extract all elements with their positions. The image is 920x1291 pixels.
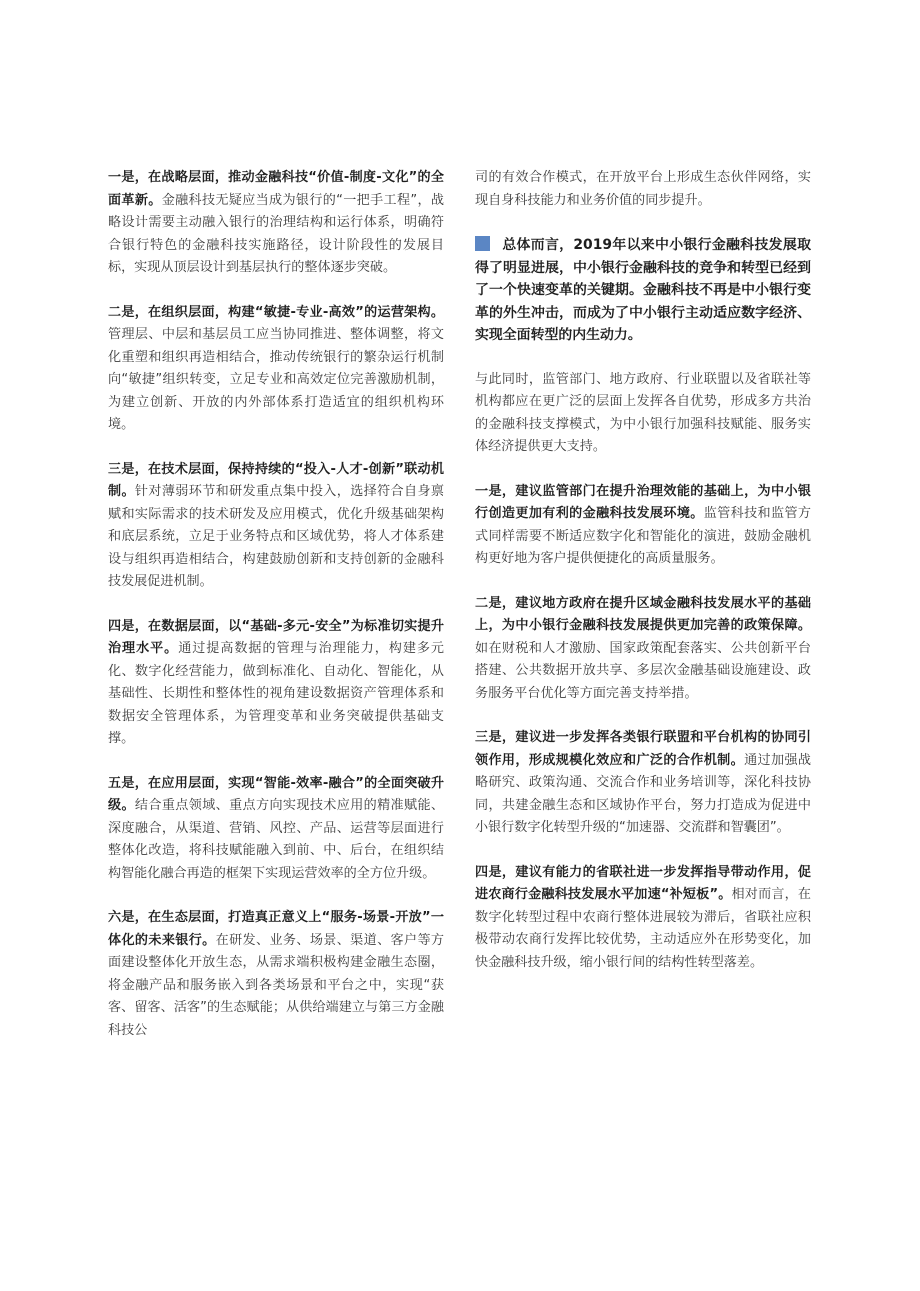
square-bullet-icon	[475, 236, 490, 251]
application-paragraph	[108, 773, 444, 886]
data-paragraph	[108, 616, 444, 751]
suggestion-alliance	[475, 727, 811, 840]
application-lead: 五是，在应用层面，实现“智能-效率-融合”的全面突破升级。	[108, 775, 444, 813]
suggestion-local-government-body: 如在财税和人才激励、国家政策配套落实、公共创新平台搭建、公共数据开放共享、多层次金融基础设施建设、政务服务平台优化等方面完善支持举措。	[475, 640, 811, 701]
technology-body: 针对薄弱环节和研发重点集中投入，选择符合自身禀赋和实际需求的技术研发及应用模式，优化升级基础架构和底层系统，立足于业务特点和区域优势，将人才体系建设与组织再造相结合，构建鼓励创新和支持创新的金融科技发展促进机制。	[108, 484, 445, 589]
ecosystem-paragraph	[108, 907, 444, 1042]
summary-text: 总体而言，2019年以来中小银行金融科技发展取得了明显进展，中小银行金融科技的竞争和转型已经到了一个快速变革的关键期。金融科技不再是中小银行变革的外生冲击，而成为了中小银行主动适应数字经济、实现全面转型的内生动力。	[475, 237, 811, 343]
suggestion-local-government	[475, 593, 811, 706]
suggestion-alliance-lead: 三是，建议进一步发挥各类银行联盟和平台机构的协同引领作用，形成规模化效应和广泛的合作机制。	[475, 730, 811, 768]
suggestion-provincial-union-body: 相对而言，在数字化转型过程中农商行整体进展较为滞后，省联社应积极带动农商行发挥比较优势，主动适应外在形势变化，加快金融科技升级，缩小银行间的结构性转型落差。	[475, 887, 811, 970]
summary-paragraph	[475, 234, 811, 347]
suggestion-local-government-lead: 二是，建议地方政府在提升区域金融科技发展水平的基础上，为中小银行金融科技发展提供更加完善的政策保障。	[475, 595, 811, 633]
technology-paragraph	[108, 459, 444, 594]
suggestion-regulator-lead: 一是，建议监管部门在提升治理效能的基础上，为中小银行创造更加有利的金融科技发展环境。	[475, 483, 811, 521]
strategy-paragraph	[108, 167, 444, 280]
technology-lead: 三是，在技术层面，保持持续的“投入-人才-创新”联动机制。	[108, 461, 444, 499]
data-lead: 四是，在数据层面，以“基础-多元-安全”为标准切实提升治理水平。	[108, 618, 444, 656]
ecosystem-body: 在研发、业务、场景、渠道、客户等方面建设整体化开放生态，从需求端积极构建金融生态圈，将金融产品和服务嵌入到各类场景和平台之中，实现“获客、留客、活客”的生态赋能；从供给端建立与第三方金融科技公	[108, 932, 445, 1038]
suggestion-regulator	[475, 481, 811, 571]
organization-paragraph	[108, 302, 444, 437]
suggestion-provincial-union-lead: 四是，建议有能力的省联社进一步发挥指导带动作用，促进农商行金融科技发展水平加速“补短板”。	[475, 864, 811, 902]
left-column	[108, 167, 444, 1064]
strategy-body: 金融科技无疑应当成为银行的“一把手工程”，战略设计需要主动融入银行的治理结构和运行体系，明确符合银行特色的金融科技实施路径，设计阶段性的发展目标，实现从顶层设计到基层执行的整体逐步突破。	[108, 192, 444, 275]
ecosystem-lead: 六是，在生态层面，打造真正意义上“服务-场景-开放”一体化的未来银行。	[108, 910, 444, 948]
right-column	[475, 167, 811, 996]
organization-body: 管理层、中层和基层员工应当协同推进、整体调整，将文化重塑和组织再造相结合，推动传统银行的繁杂运行机制向“敏捷”组织转变，立足专业和高效定位完善激励机制，为建立创新、开放的内外部体系打造适宜的组织机构环境。	[108, 327, 444, 432]
suggestion-provincial-union	[475, 862, 811, 975]
data-body: 通过提高数据的管理与治理能力，构建多元化、数字化经营能力，做到标准化、自动化、智能化，从基础性、长期性和整体性的视角建设数据资产管理体系和数据安全管理体系，为管理变革和业务突破提供基础支撑。	[108, 641, 445, 746]
application-body: 结合重点领域、重点方向实现技术应用的精准赋能、深度融合，从渠道、营销、风控、产品、运营等层面进行整体化改造，将科技赋能融入到前、中、后台，在组织结构智能化融合再造的框架下实现运营效率的全方位升级。	[108, 798, 445, 881]
suggestion-regulator-body: 监管科技和监管方式同样需要不断适应数字化和智能化的演进，鼓励金融机构更好地为客户提供便捷化的高质量服务。	[475, 506, 812, 566]
suggestion-alliance-body: 通过加强战略研究、政策沟通、交流合作和业务培训等，深化科技协同，共建金融生态和区域协作平台，努力打造成为促进中小银行数字化转型升级的“加速器、交流群和智囊团”。	[475, 752, 812, 835]
organization-lead: 二是，在组织层面，构建“敏捷-专业-高效”的运营架构。	[108, 304, 444, 320]
strategy-lead: 一是，在战略层面，推动金融科技“价值-制度-文化”的全面革新。	[108, 170, 444, 208]
intro-paragraph: 与此同时，监管部门、地方政府、行业联盟以及省联社等机构都应在更广泛的层面上发挥各自优势，形成多方共治的金融科技支撑模式，为中小银行加强科技赋能、服务实体经济提供更大支持。	[475, 371, 811, 454]
ecosystem-continuation: 司的有效合作模式，在开放平台上形成生态伙伴网络，实现自身科技能力和业务价值的同步提升。	[475, 170, 811, 208]
